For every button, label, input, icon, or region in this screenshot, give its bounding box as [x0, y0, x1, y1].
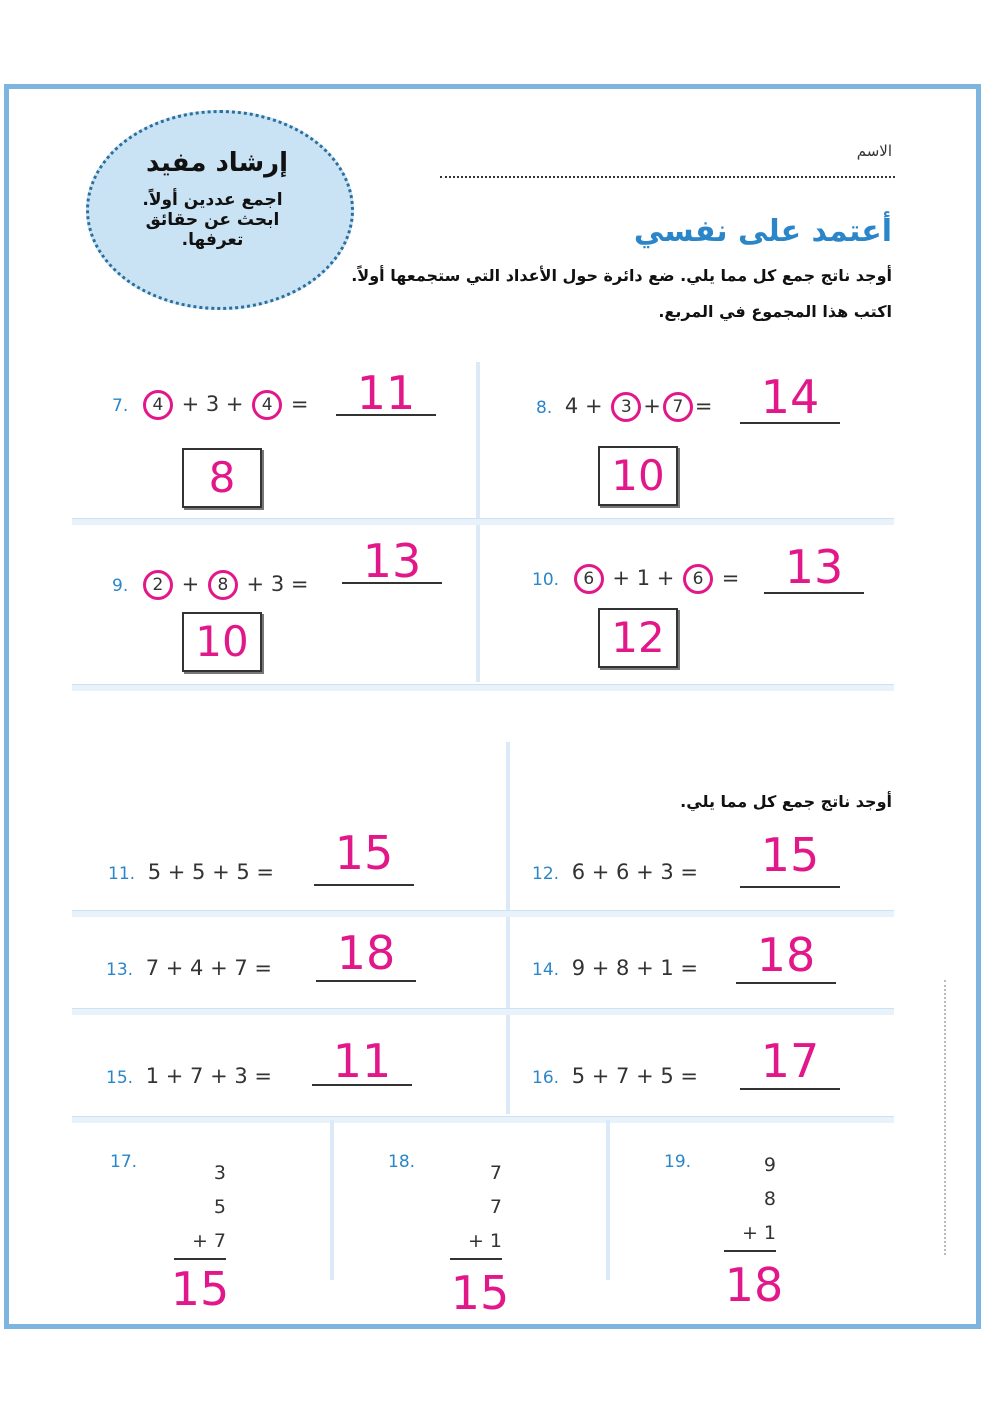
hint-line: تعرفها. [181, 230, 244, 250]
instructions: أوجد ناتج جمع كل مما يلي. [680, 792, 892, 811]
answer-line [740, 422, 840, 424]
answer-line [740, 886, 840, 888]
circled-number[interactable]: 7 [663, 392, 693, 422]
problem-14: 14. 9 + 8 + 1 = [532, 956, 698, 980]
page-title: أعتمد على نفسي [633, 214, 892, 249]
answer-line [740, 1088, 840, 1090]
divider [72, 684, 894, 691]
answer-15[interactable]: 11 [332, 1034, 392, 1088]
problem-17-number: 17. [110, 1152, 138, 1172]
circled-number[interactable]: 4 [252, 390, 282, 420]
sum-rule [174, 1258, 226, 1260]
addend: + 7 [191, 1230, 226, 1252]
problem-8: 8. 4 + 3 + 7 = [536, 392, 712, 422]
problem-9: 9. 2 + 8 + 3 = [112, 570, 308, 600]
instructions: اكتب هذا المجموع في المربع. [658, 302, 892, 321]
sum-box-10[interactable]: 12 [598, 608, 678, 668]
sum-box-8[interactable]: 10 [598, 446, 678, 506]
circled-number[interactable]: 4 [143, 390, 173, 420]
hint-line: ابحث عن حقائق [145, 210, 280, 230]
instructions: أوجد ناتج جمع كل مما يلي. ضع دائرة حول الأعداد التي ستجمعها أولاً. [351, 266, 892, 285]
problem-18-number: 18. [388, 1152, 416, 1172]
answer-line [336, 414, 436, 416]
problem-11: 11. 5 + 5 + 5 = [108, 860, 274, 884]
circled-number[interactable]: 8 [208, 570, 238, 600]
hint-line: اجمع عددين أولاً. [142, 190, 283, 210]
addend: 5 [213, 1196, 226, 1218]
answer-18[interactable]: 15 [450, 1266, 510, 1320]
addend: + 1 [467, 1230, 502, 1252]
problem-15: 15. 1 + 7 + 3 = [106, 1064, 272, 1088]
answer-13[interactable]: 18 [336, 926, 396, 980]
addend: 9 [763, 1154, 776, 1176]
problem-19-number: 19. [664, 1152, 692, 1172]
divider [72, 910, 894, 917]
answer-line [736, 982, 836, 984]
divider [72, 1116, 894, 1123]
addend: 3 [213, 1162, 226, 1184]
answer-line [312, 1084, 412, 1086]
name-field-line[interactable] [440, 176, 895, 178]
addend: 8 [763, 1188, 776, 1210]
divider [330, 1120, 334, 1280]
problem-16: 16. 5 + 7 + 5 = [532, 1064, 698, 1088]
divider [72, 518, 894, 525]
answer-7[interactable]: 11 [356, 366, 416, 420]
hint-title: إرشاد مفيد [145, 148, 289, 178]
name-label: الاسم [856, 142, 892, 160]
answer-14[interactable]: 18 [756, 928, 816, 982]
answer-line [342, 582, 442, 584]
hint-text [110, 190, 315, 250]
addend: 7 [489, 1196, 502, 1218]
answer-line [764, 592, 864, 594]
divider [72, 1008, 894, 1015]
answer-16[interactable]: 17 [760, 1034, 820, 1088]
addend: 7 [489, 1162, 502, 1184]
answer-line [314, 884, 414, 886]
answer-17[interactable]: 15 [170, 1262, 230, 1316]
circled-number[interactable]: 3 [611, 392, 641, 422]
sum-rule [450, 1258, 502, 1260]
divider [606, 1120, 610, 1280]
copyright-strip [944, 980, 958, 1255]
addend: + 1 [741, 1222, 776, 1244]
problem-10: 10. 6 + 1 + 6 = [532, 564, 739, 594]
answer-9[interactable]: 13 [362, 534, 422, 588]
answer-8[interactable]: 14 [760, 370, 820, 424]
circled-number[interactable]: 6 [574, 564, 604, 594]
sum-rule [724, 1250, 776, 1252]
sum-box-9[interactable]: 10 [182, 612, 262, 672]
circled-number[interactable]: 2 [143, 570, 173, 600]
answer-19[interactable]: 18 [724, 1258, 784, 1312]
problem-12: 12. 6 + 6 + 3 = [532, 860, 698, 884]
answer-10[interactable]: 13 [784, 540, 844, 594]
problem-7: 7. 4 + 3 + 4 = [112, 390, 308, 420]
answer-12[interactable]: 15 [760, 828, 820, 882]
answer-line [316, 980, 416, 982]
divider [506, 742, 510, 1114]
problem-13: 13. 7 + 4 + 7 = [106, 956, 272, 980]
circled-number[interactable]: 6 [683, 564, 713, 594]
answer-11[interactable]: 15 [334, 826, 394, 880]
sum-box-7[interactable]: 8 [182, 448, 262, 508]
